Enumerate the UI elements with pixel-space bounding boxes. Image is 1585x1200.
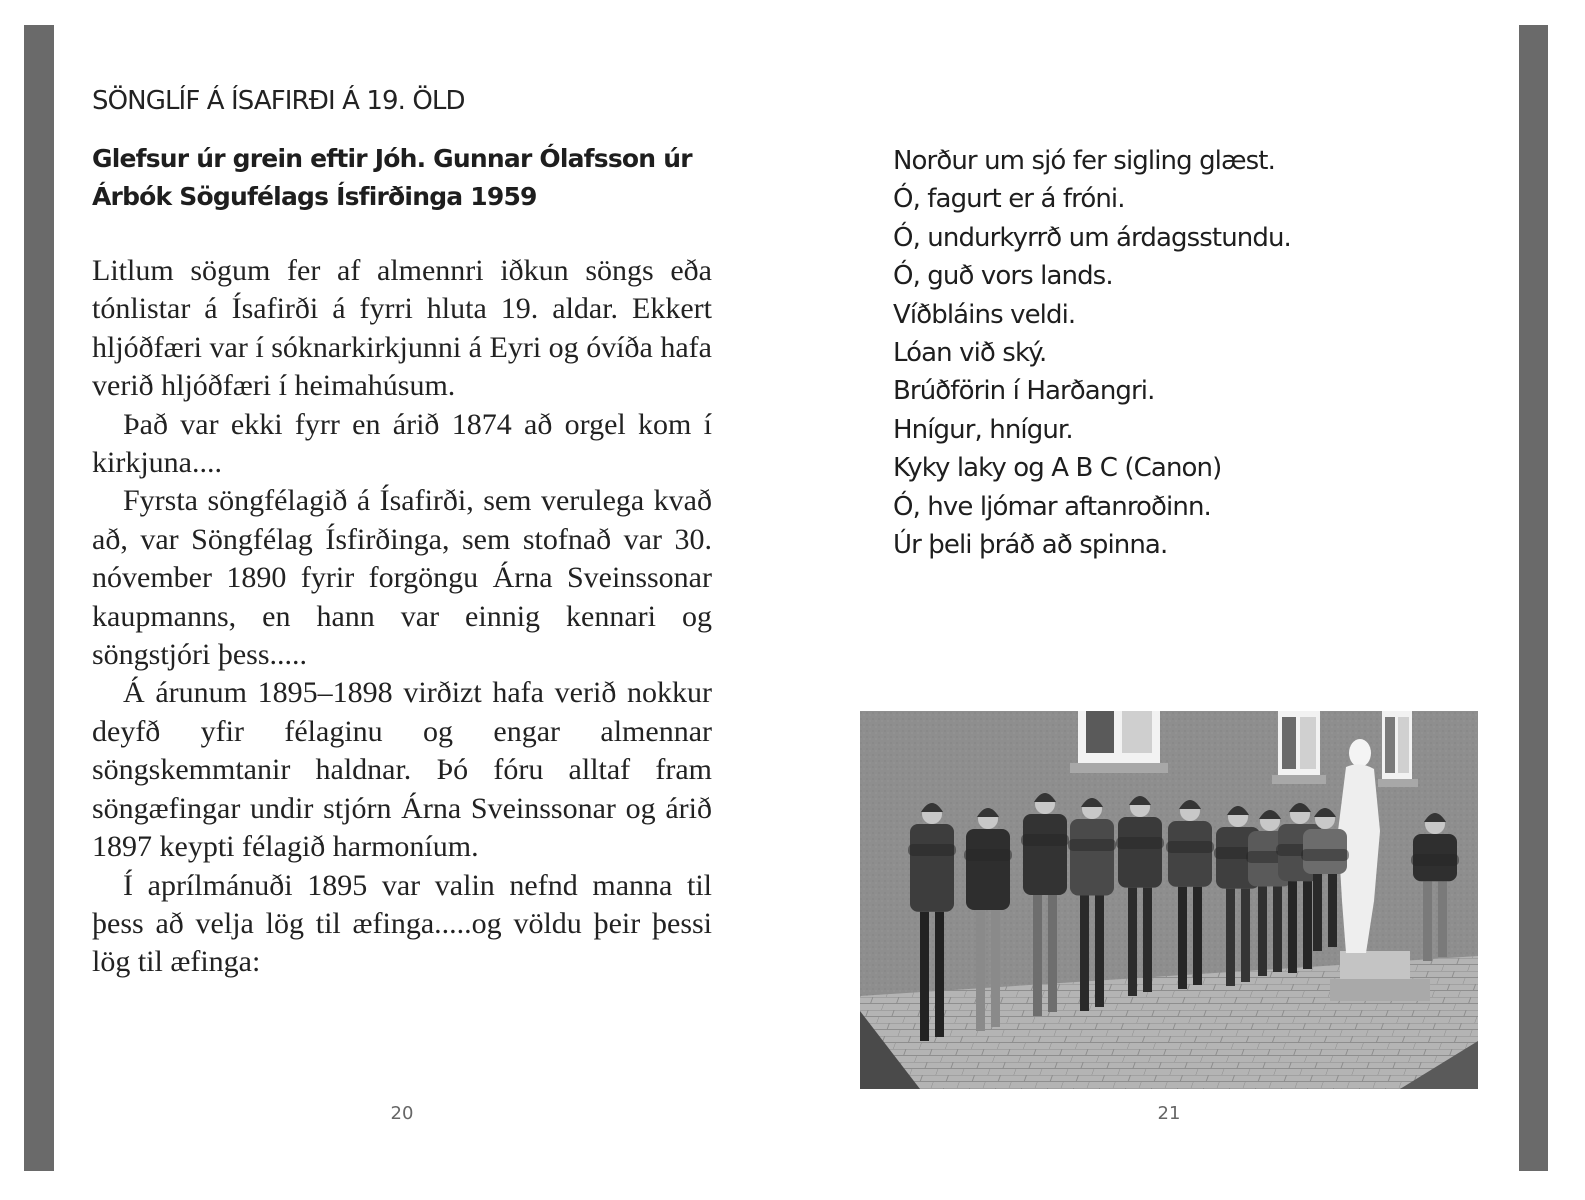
song-item: Kyky laky og A B C (Canon) xyxy=(893,453,1222,484)
page-number: 20 xyxy=(390,1103,414,1124)
paragraph: Litlum sögum fer af almennri iðkun söngs eða tónlistar á Ísafirði á fyrri hluta 19. aldar. Ekkert hljóðfæri var í sóknarkirkjunni á Eyri og óvíða hafa verið hljóðfæri í heimahúsum. xyxy=(92,254,712,403)
window xyxy=(1378,711,1418,787)
article-body xyxy=(92,252,712,982)
song-item: Hnígur, hnígur. xyxy=(893,414,1073,445)
song-item: Ó, undurkyrrð um árdagsstundu. xyxy=(893,222,1291,253)
group-photo-illustration xyxy=(860,711,1478,1089)
right-page xyxy=(790,0,1585,1200)
statue-plinth xyxy=(1340,951,1410,979)
song-list xyxy=(893,142,1291,564)
song-item: Lóan við ský. xyxy=(893,338,1047,369)
left-page xyxy=(0,0,790,1200)
window xyxy=(1272,711,1326,784)
article-subtitle: Glefsur úr grein eftir Jóh. Gunnar Ólafsson úr Árbók Sögufélags Ísfirðinga 1959 xyxy=(92,144,692,211)
paragraph: Í aprílmánuði 1895 var valin nefnd manna til þess að velja lög til æfinga.....og völdu þeir þessi lög til æfinga: xyxy=(92,868,712,979)
song-item: Ó, guð vors lands. xyxy=(893,261,1113,292)
song-item: Ó, hve ljómar aftanroðinn. xyxy=(893,491,1211,522)
group-photo xyxy=(860,711,1478,1089)
paragraph: Á árunum 1895–1898 virðizt hafa verið nokkur deyfð yfir félaginu og engar almennar söngskemmtanir haldnar. Þó fóru alltaf fram söngæfingar undir stjórn Árna Sveinssonar og árið 1897 keypti félagið harmoníum. xyxy=(92,676,712,864)
paragraph: Það var ekki fyrr en árið 1874 að orgel kom í kirkjuna.... xyxy=(92,407,712,480)
song-item: Úr þeli þráð að spinna. xyxy=(893,530,1168,561)
song-item: Ó, fagurt er á fróni. xyxy=(893,184,1125,215)
section-title: SÖNGLÍF Á ÍSAFIRÐI Á 19. ÖLD xyxy=(92,86,465,116)
paragraph: Fyrsta söngfélagið á Ísafirði, sem verulega kvað að, var Söngfélag Ísfirðinga, sem stofnað var 30. nóvember 1890 fyrir forgöngu Árna Sveinssonar kaupmanns, en hann var einnig kennari og söngstjóri þess..... xyxy=(92,484,712,672)
page-number: 21 xyxy=(1157,1103,1181,1124)
song-item: Brúðförin í Harðangri. xyxy=(893,376,1155,407)
song-item: Víðbláins veldi. xyxy=(893,299,1076,330)
window xyxy=(1070,711,1168,773)
song-item: Norður um sjó fer sigling glæst. xyxy=(893,146,1275,176)
